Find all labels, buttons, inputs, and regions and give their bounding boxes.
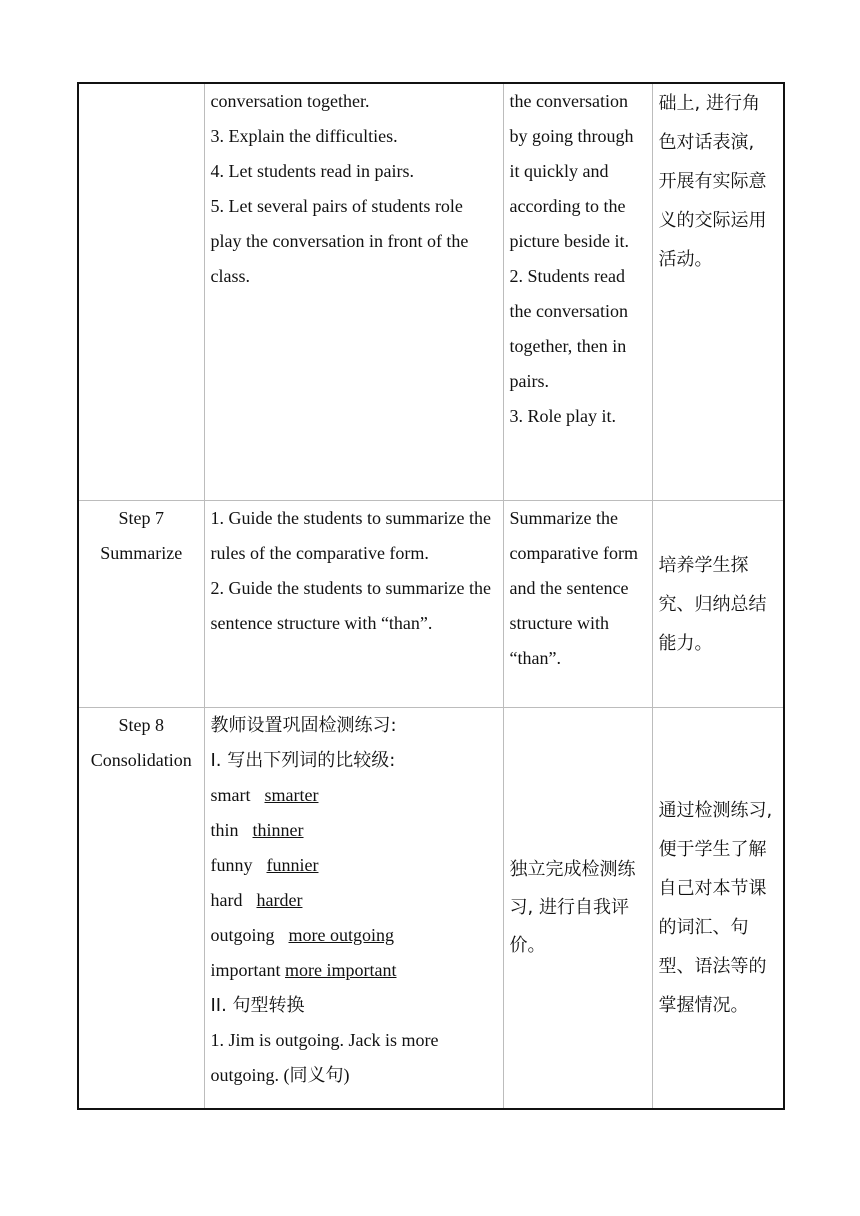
design-purpose-cell	[652, 708, 784, 1110]
student-activity-cell	[503, 708, 652, 1110]
teacher-line: 3. Explain the difficulties.	[210, 126, 398, 146]
teacher-line: 4. Let students read in pairs.	[210, 161, 414, 181]
teacher-line: conversation together.	[210, 91, 370, 111]
table-row	[78, 708, 784, 1110]
exercise-1-title: I. 写出下列词的比较级:	[210, 750, 396, 771]
exercise-2-item: 1. Jim is outgoing. Jack is more outgoing. (同义句)	[210, 1030, 439, 1085]
purpose-text: 培养学生探究、归纳总结能力。	[658, 554, 767, 654]
step-cell	[78, 708, 204, 1110]
step-number: Step 7	[118, 508, 164, 528]
student-line: 3. Role play it.	[509, 406, 616, 426]
table-row	[78, 83, 784, 501]
base-word: smart	[210, 785, 251, 805]
base-word: outgoing	[210, 925, 275, 945]
teacher-line: 5. Let several pairs of students role play the conversation in front of the class.	[210, 196, 469, 286]
step-cell	[78, 83, 204, 501]
student-line: the conversation by going through it quickly and according to the picture beside it.	[509, 91, 634, 251]
comparative-answer: harder	[256, 890, 303, 910]
word-pair	[211, 848, 497, 883]
design-purpose-cell	[652, 501, 784, 708]
table-row	[78, 501, 784, 708]
design-purpose-cell	[652, 83, 784, 501]
exercise-intro: 教师设置巩固检测练习:	[210, 715, 397, 736]
exercise-2-title: II. 句型转换	[210, 995, 305, 1016]
teacher-activity-cell	[204, 708, 503, 1110]
teacher-activity-cell	[204, 83, 503, 501]
student-line: 独立完成检测练习, 进行自我评价。	[509, 859, 636, 956]
purpose-text: 础上, 进行角色对话表演, 开展有实际意义的交际运用活动。	[658, 93, 767, 270]
student-line: 2. Students read the conversation together, then in pairs.	[509, 266, 628, 391]
step-name: Consolidation	[90, 750, 192, 770]
word-pair	[211, 883, 497, 918]
base-word: funny	[210, 855, 253, 875]
base-word: thin	[210, 820, 239, 840]
step-name: Summarize	[100, 543, 183, 563]
step-number: Step 8	[118, 715, 164, 735]
comparative-answer: more outgoing	[288, 925, 395, 945]
student-activity-cell	[503, 83, 652, 501]
comparative-answer: thinner	[252, 820, 304, 840]
comparative-answer: funnier	[266, 855, 319, 875]
word-pair	[211, 778, 497, 813]
purpose-text: 通过检测练习, 便于学生了解自己对本节课的词汇、句型、语法等的掌握情况。	[658, 800, 773, 1016]
base-word: important	[210, 960, 281, 980]
student-activity-cell	[503, 501, 652, 708]
base-word: hard	[210, 890, 243, 910]
lesson-plan-table	[77, 82, 785, 1110]
comparative-answer: smarter	[264, 785, 319, 805]
teacher-line: 2. Guide the students to summarize the sentence structure with “than”.	[210, 578, 491, 633]
word-pair	[211, 813, 497, 848]
comparative-answer: more important	[285, 960, 397, 980]
word-pair	[211, 953, 497, 988]
teacher-activity-cell	[204, 501, 503, 708]
word-pair	[211, 918, 497, 953]
step-cell	[78, 501, 204, 708]
student-line: Summarize the comparative form and the sentence structure with “than”.	[509, 508, 638, 668]
teacher-line: 1. Guide the students to summarize the rules of the comparative form.	[210, 508, 491, 563]
